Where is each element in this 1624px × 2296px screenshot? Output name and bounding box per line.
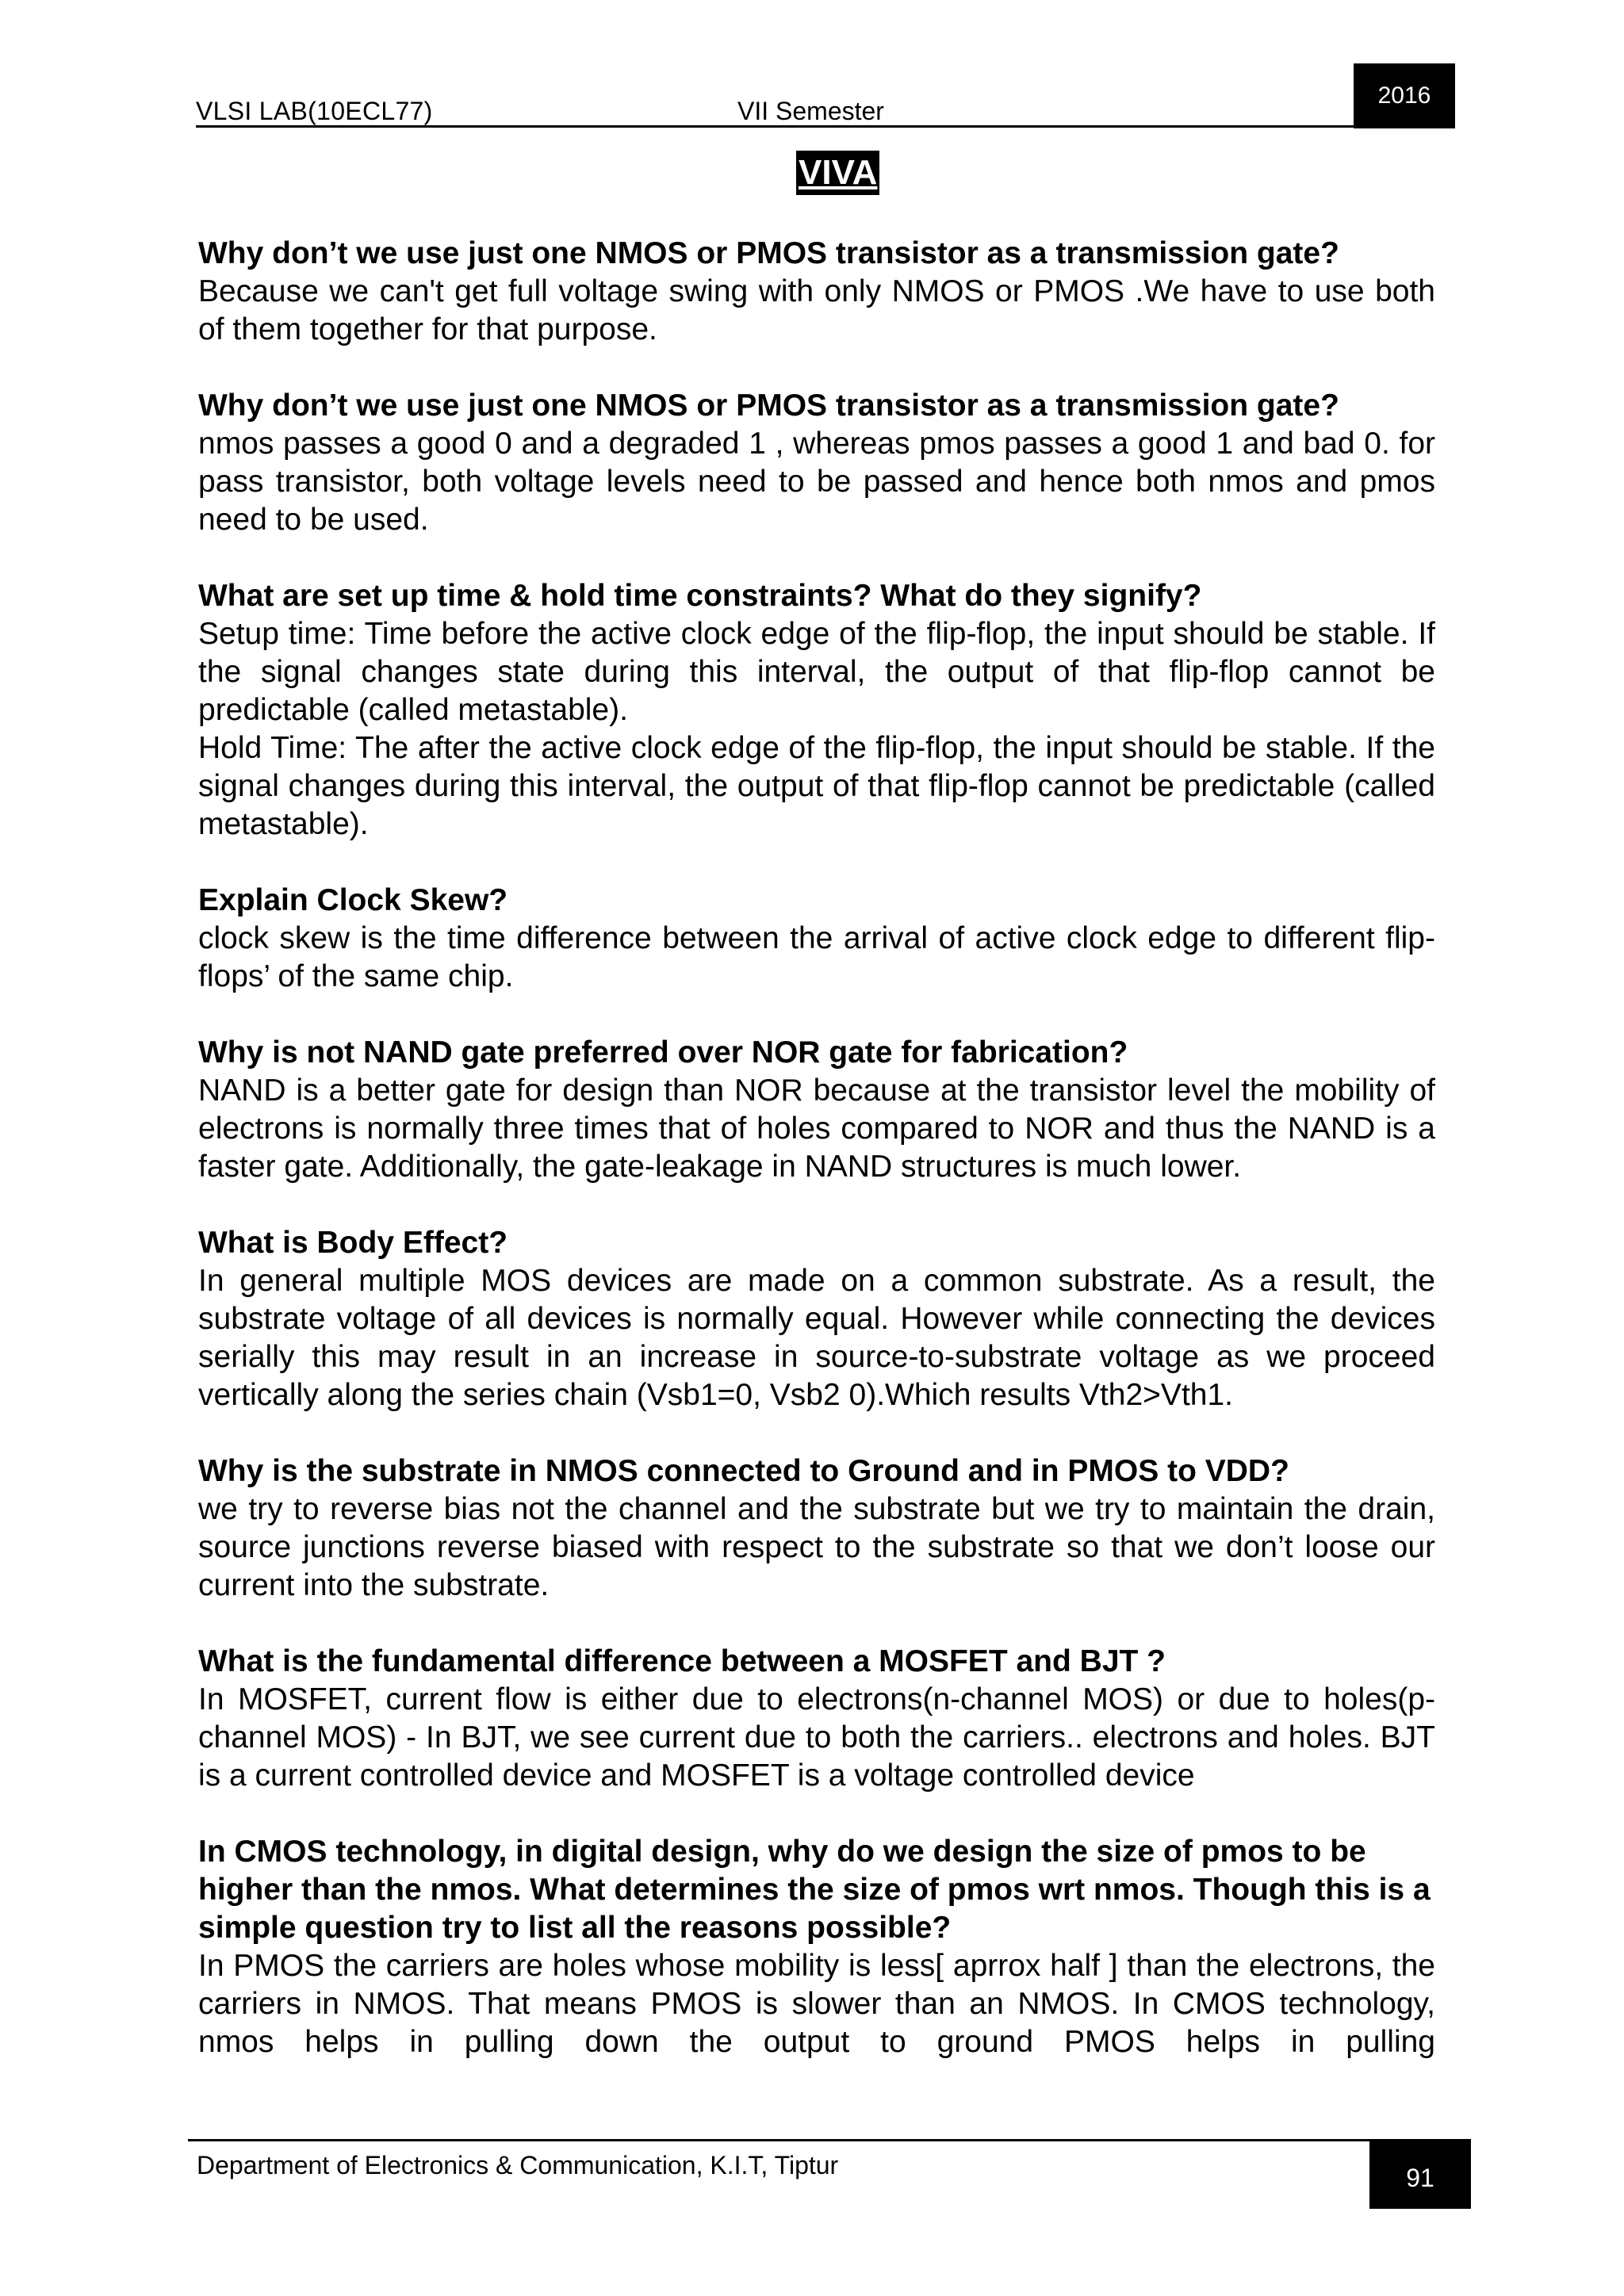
- qa-item-4: [198, 882, 1435, 996]
- footer-department: Department of Electronics & Communication, K.I.T, Tiptur: [197, 2151, 839, 2179]
- page-number-badge: 91: [1369, 2139, 1471, 2209]
- question: What is Body Effect?: [198, 1226, 508, 1260]
- answer-hold-time: Hold Time: The after the active clock edge of the flip-flop, the input should be stable. If the signal changes during this interval, the output of that flip-flop cannot be predictable (called metastable).: [198, 731, 1435, 841]
- answer: In general multiple MOS devices are made on a common substrate. As a result, the substrate voltage of all devices is normally equal. However while connecting the devices serially this may result in an increase in source-to-substrate voltage as we proceed vertically along the series chain (Vsb1=0, Vsb2 0).Which results Vth2>Vth1.: [198, 1264, 1435, 1412]
- header-course-code: VLSI LAB(10ECL77): [196, 97, 433, 125]
- page-title: VIVA: [796, 151, 879, 195]
- qa-item-5: [198, 1034, 1435, 1186]
- answer-setup-time: Setup time: Time before the active clock edge of the flip-flop, the input should be stable. If the signal changes state during this interval, the output of that flip-flop cannot be predictable (called metastable).: [198, 617, 1435, 727]
- viva-content: [198, 235, 1435, 2099]
- answer: Because we can't get full voltage swing with only NMOS or PMOS .We have to use both of them together for that purpose.: [198, 274, 1435, 346]
- question: In CMOS technology, in digital design, why do we design the size of pmos to be higher than the nmos. What determines the size of pmos wrt nmos. Though this is a simple question try to list all the reasons possible?: [198, 1835, 1431, 1945]
- header-year-badge: 2016: [1354, 63, 1455, 128]
- question: What are set up time & hold time constraints? What do they signify?: [198, 579, 1202, 613]
- header-semester: VII Semester: [737, 97, 884, 125]
- qa-item-1: [198, 235, 1435, 349]
- answer: clock skew is the time difference between the arrival of active clock edge to different flip-flops’ of the same chip.: [198, 921, 1435, 993]
- qa-item-3: [198, 577, 1435, 844]
- footer-rule: [188, 2139, 1369, 2141]
- answer: In PMOS the carriers are holes whose mobility is less[ aprrox half ] than the electrons, the carriers in NMOS. That means PMOS is slower than an NMOS. In CMOS technology, nmos helps in pulling down the output to ground PMOS helps in pulling: [198, 1949, 1435, 2059]
- qa-item-7: [198, 1452, 1435, 1605]
- qa-item-8: [198, 1643, 1435, 1795]
- qa-item-2: [198, 387, 1435, 539]
- answer: we try to reverse bias not the channel and the substrate but we try to maintain the drain, source junctions reverse biased with respect to the substrate so that we don’t loose our current into the substrate.: [198, 1492, 1435, 1602]
- question: What is the fundamental difference between a MOSFET and BJT ?: [198, 1644, 1166, 1678]
- answer: NAND is a better gate for design than NOR because at the transistor level the mobility of electrons is normally three times that of holes compared to NOR and thus the NAND is a faster gate. Additionally, the gate-leakage in NAND structures is much lower.: [198, 1073, 1435, 1184]
- answer: In MOSFET, current flow is either due to electrons(n-channel MOS) or due to holes(p-channel MOS) - In BJT, we see current due to both the carriers.. electrons and holes. BJT is a current controlled device and MOSFET is a voltage controlled device: [198, 1682, 1435, 1793]
- answer: nmos passes a good 0 and a degraded 1 , whereas pmos passes a good 1 and bad 0. for pass transistor, both voltage levels need to be passed and hence both nmos and pmos need to be used.: [198, 427, 1435, 537]
- question: Why is not NAND gate preferred over NOR gate for fabrication?: [198, 1035, 1128, 1070]
- qa-item-9: [198, 1833, 1435, 2061]
- qa-item-6: [198, 1224, 1435, 1414]
- question: Explain Clock Skew?: [198, 883, 508, 917]
- header-rule: [196, 125, 1354, 128]
- question: Why don’t we use just one NMOS or PMOS transistor as a transmission gate?: [198, 236, 1339, 270]
- question: Why is the substrate in NMOS connected to Ground and in PMOS to VDD?: [198, 1454, 1289, 1488]
- question: Why don’t we use just one NMOS or PMOS transistor as a transmission gate?: [198, 388, 1339, 423]
